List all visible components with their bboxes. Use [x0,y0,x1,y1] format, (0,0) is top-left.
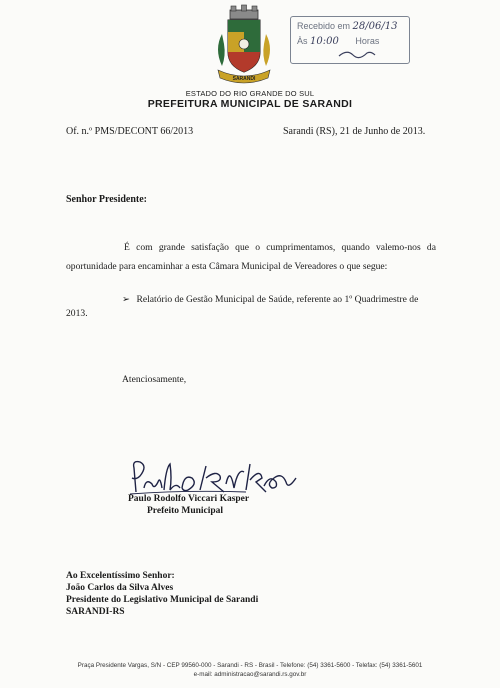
received-stamp [290,16,410,64]
body-paragraph: É com grande satisfação que o cumprimentamos, quando valemo-nos da oportunidade para encaminhar a esta Câmara Municipal de Vereadores o que segue: [66,242,436,272]
stamp-received-date: 28/06/13 [352,21,398,32]
stamp-received-label: Recebido em [297,21,351,31]
stamp-time-line [297,36,379,47]
signer-title: Prefeito Municipal [147,506,224,516]
salutation: Senhor Presidente: [66,194,148,205]
stamp-initials [337,47,377,59]
crest-ribbon-text: SARANDI [232,76,256,82]
stamp-received-line [297,21,397,32]
stamp-hours-label: Horas [355,36,380,46]
list-item-text-continued: 2013. [66,308,88,319]
footer-email: e-mail: administracao@sarandi.rs.gov.br [193,671,307,678]
stamp-at-label: Às [297,36,308,46]
closing: Atenciosamente, [122,374,187,385]
list-item [122,290,436,309]
letter-date: Sarandi (RS), 21 de Junho de 2013. [283,126,426,137]
prefeitura-heading: PREFEITURA MUNICIPAL DE SARANDI [147,98,353,110]
addressee-title: Presidente do Legislativo Municipal de Sarandi [66,595,259,605]
letter-reference: Of. n.º PMS/DECONT 66/2013 [66,126,194,137]
addressee-greeting: Ao Excelentíssimo Senhor: [66,571,175,581]
coat-of-arms-logo [212,4,276,86]
footer-address: Praça Presidente Vargas, S/N - CEP 99560-000 - Sarandi - RS - Brasil - Telefone: (54) 3361-5600 - Telefax: (54) 3361-5601 [77,662,423,669]
addressee-name: João Carlos da Silva Alves [66,583,174,593]
arrow-bullet-icon: ➢ [122,294,131,305]
stamp-time: 10:00 [310,36,339,47]
signer-name: Paulo Rodolfo Viccari Kasper [128,494,250,504]
list-item-text: Relatório de Gestão Municipal de Saúde, referente ao 1º Quadrimestre de [136,294,419,305]
state-heading: ESTADO DO RIO GRANDE DO SUL [185,89,315,98]
addressee-city: SARANDI-RS [66,607,125,617]
